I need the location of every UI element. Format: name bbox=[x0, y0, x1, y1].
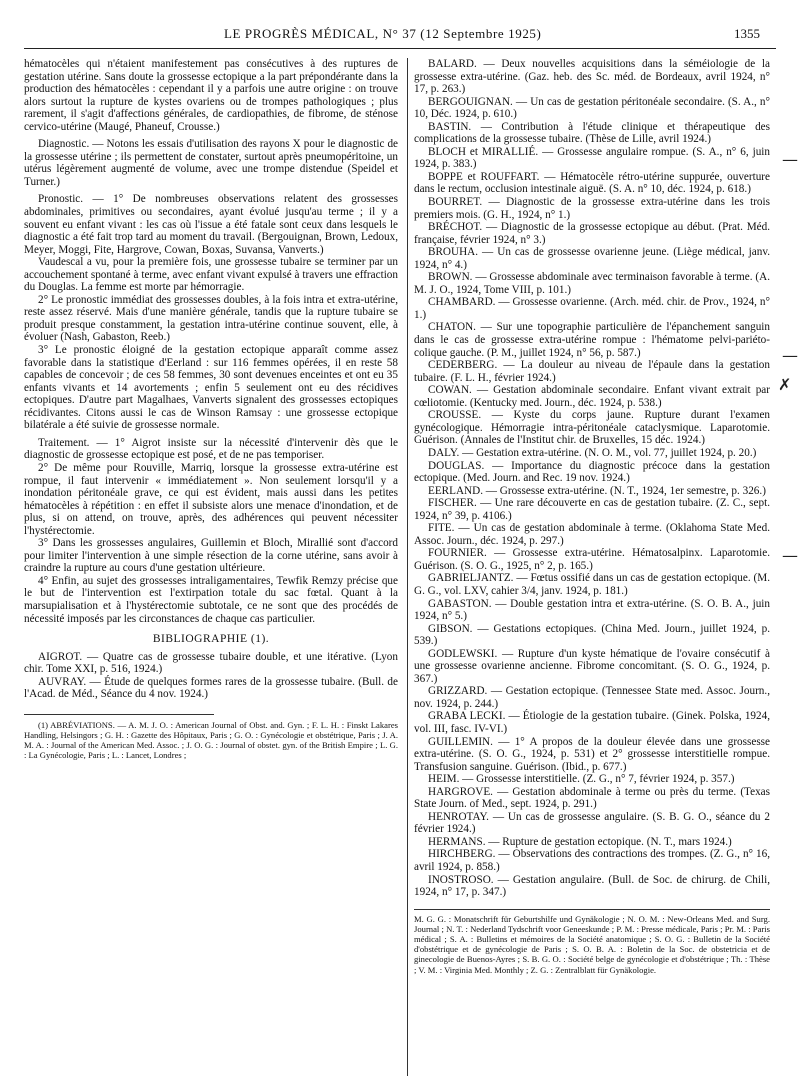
paragraph-traitement-1: Traitement. — 1° Aigrot insiste sur la nécessité d'intervenir dès que le diagnostic de grossesse ectopique est posé, et de ne pas temporiser. bbox=[24, 436, 398, 462]
bibliography-entry: DOUGLAS. — Importance du diagnostic précoce dans la gestation ectopique. (Med. Journ. and Rec. 19 nov. 1924.) bbox=[414, 459, 770, 485]
footnote-abbreviations: (1) ABRÉVIATIONS. — A. M. J. O. : American Journal of Obst. and. Gyn. ; F. L. H. : Finskt Lakares Handling, Helsingors ; G. H. : Gazette des Hôpitaux, Paris ; G. O. : Gynécologie et obstétrique, Paris ; J. A. M. A. : Journal of the American Med. Assoc. ; J. O. G. : Journal of obstet. gyn. of the British Empire ; L. G. : La Gynécologie, Paris ; L. : Lancet, Londres ; bbox=[24, 719, 398, 761]
footnote-rule bbox=[24, 714, 214, 715]
paragraph-diagnostic: Diagnostic. — Notons les essais d'utilisation des rayons X pour le diagnostic de la grossesse utérine ; ils permettent de constater, surtout après pneumopéritoine, un utérus légèrement augmenté de volume, avec une trompe distendue (Speidel et Turner.) bbox=[24, 138, 398, 188]
bibliography-entry: BASTIN. — Contribution à l'étude clinique et thérapeutique des complications de la grossesse tubaire. (Thèse de Lille, avril 1924.) bbox=[414, 120, 770, 146]
paragraph-pronostic-1: Pronostic. — 1° De nombreuses observations relatent des grossesses abdominales, primitives ou secondaires, ayant évolué jusqu'au terme ; il y a souvent eu enfant vivant : les cas où l'issue a été fatale sont ceux dans lesquels le diagnostic a été fait trop tard au moment du travail. (Bergouignan, Brown, Ledoux, Meyer, Moggi, Fite, Hargrove, Cowan, Boxas, Suvansa, Vanverts.) bbox=[24, 193, 398, 256]
bibliography-entry: EERLAND. — Grossesse extra-utérine. (N. T., 1924, 1er semestre, p. 326.) bbox=[428, 484, 766, 497]
bibliography-entry: INOSTROSO. — Gestation angulaire. (Bull. de Soc. de chirurg. de Chili, 1924, n° 17, p. 347.) bbox=[414, 873, 770, 899]
right-column bbox=[414, 58, 770, 975]
bibliography-entry: GRIZZARD. — Gestation ectopique. (Tennessee State med. Assoc. Journ., nov. 1924, p. 244.) bbox=[414, 685, 770, 710]
left-column bbox=[24, 58, 398, 761]
page-header bbox=[24, 26, 776, 46]
bibliography-entry: COWAN. — Gestation abdominale secondaire. Enfant vivant extrait par cœliotomie. (Kentucky med. Journ., déc. 1924, p. 538.) bbox=[414, 384, 770, 409]
margin-cross-mark: ✗ bbox=[778, 375, 792, 394]
bibliography-entry: HENROTAY. — Un cas de grossesse angulaire. (S. B. G. O., séance du 2 février 1924.) bbox=[414, 810, 770, 836]
bibliography-entry: CHAMBARD. — Grossesse ovarienne. (Arch. méd. chir. de Prov., 1924, n° 1.) bbox=[414, 296, 770, 321]
bibliography-entry: FISCHER. — Une rare découverte en cas de gestation tubaire. (Z. C., sept. 1924, n° 39, p. 4106.) bbox=[414, 497, 770, 522]
bibliography-entry: DALY. — Gestation extra-utérine. (N. O. M., vol. 77, juillet 1924, p. 20.) bbox=[428, 446, 757, 459]
bibliography-entry: BROUHA. — Un cas de grossesse ovarienne jeune. (Liège médical, janv. 1924, n° 4.) bbox=[414, 246, 770, 271]
bibliography-entry: CROUSSE. — Kyste du corps jaune. Rupture durant l'examen gynécologique. Hémorragie intra-péritonéale cataclysmique. Laparotomie. Guérison. (Annales de l'Institut chir. de Bruxelles, 15 déc. 1924.) bbox=[414, 409, 770, 447]
header-rule bbox=[24, 48, 776, 49]
bibliography-entry: GRABA LECKI. — Étiologie de la gestation tubaire. (Ginek. Polska, 1924, vol. III, fasc. IV-VI.) bbox=[414, 710, 770, 735]
paragraph-hematoceles: hématocèles qui n'étaient manifestement pas consécutives à des ruptures de gestation utérine. Sans doute la grossesse ectopique a la part prépondérante dans la production des hématocèles : cependant il y a parfois une autre origine : on trouve alors surtout la rupture de kystes ovariens ou de trompes pathologiques ; plus rarement, il s'agit d'affections générales, de cardiopathies, de fibrome, de sténose cervico-utérine (Maugé, Phaneuf, Crousse.) bbox=[24, 58, 398, 133]
margin-dash-mark: — bbox=[782, 346, 798, 365]
bibliography-entry: HIRCHBERG. — Observations des contractions des trompes. (Z. G., n° 16, avril 1924, p. 858.) bbox=[414, 848, 770, 873]
paragraph-pronostic-2: 2° Le pronostic immédiat des grossesses doubles, à la fois intra et extra-utérine, reste assez réservé. Mais d'une manière générale, tandis que la rupture tubaire se produit presque constamment, la gestation intra-utérine continue souvent, elle, à évoluer (Nash, Gabaston, Reeb.) bbox=[24, 293, 398, 344]
paragraph-pronostic-3: 3° Le pronostic éloigné de la gestation ectopique apparaît comme assez favorable dans la statistique d'Eerland : sur 116 femmes opérées, il en reste 58 capables de concevoir ; de ces 58 femmes, 30 sont devenues enceintes et ont eu 35 enfants vivants et 14 avortements ; enfin 5 seulement ont eu des récidives ectopiques. D'autre part Magalhaes, Vanverts signalent des grossesses ectopiques récidivantes. Citons aussi le cas de Winson Ramsay : une grossesse ectopique bilatérale a été suivie de grossesse normale. bbox=[24, 344, 398, 432]
bibliography-entry: BALARD. — Deux nouvelles acquisitions dans la séméiologie de la grossesse extra-utérine. (Gaz. heb. des Sc. méd. de Bordeaux, avril 1924, n° 17, p. 263.) bbox=[414, 58, 770, 96]
bibliography-entry: GIBSON. — Gestations ectopiques. (China Med. Journ., juillet 1924, p. 539.) bbox=[414, 622, 770, 648]
bibliography-entry: BRÉCHOT. — Diagnostic de la grossesse ectopique au début. (Prat. Méd. française, février 1924, n° 3.) bbox=[414, 221, 770, 246]
margin-dash-mark: — bbox=[782, 546, 798, 565]
bibliography-entry: HERMANS. — Rupture de gestation ectopique. (N. T., mars 1924.) bbox=[428, 835, 732, 848]
bibliography-entry: BLOCH et MIRALLIÉ. — Grossesse angulaire rompue. (S. A., n° 6, juin 1924, p. 383.) bbox=[414, 145, 770, 171]
paragraph-vaudescal: Vaudescal a vu, pour la première fois, une grossesse tubaire se terminer par un accouchement spontané à terme, avec enfant vivant expulsé à travers une effraction du Douglas. La femme est morte par hémorragie. bbox=[24, 256, 398, 294]
bibliography-title: BIBLIOGRAPHIE (1). bbox=[152, 633, 270, 646]
paragraph-traitement-3: 3° Dans les grossesses angulaires, Guillemin et Bloch, Mirallié sont d'accord pour limiter l'intervention à une simple résection de la corne utérine, sans avoir à craindre la rupture au cours d'une gestation ultérieure. bbox=[24, 537, 398, 575]
bibliography-entry: BERGOUIGNAN. — Un cas de gestation péritonéale secondaire. (S. A., n° 10, Déc. 1924, p. 610.) bbox=[414, 95, 770, 121]
bibliography-entry: CEDERBERG. — La douleur au niveau de l'épaule dans la gestation tubaire. (F. L. H., février 1924.) bbox=[414, 359, 770, 384]
page-number: 1355 bbox=[734, 26, 760, 41]
bibliography-entry: BOURRET. — Diagnostic de la grossesse extra-utérine dans les trois premiers mois. (G. H., 1924, n° 1.) bbox=[414, 196, 770, 221]
bibliography-entry: AUVRAY. — Étude de quelques formes rares de la grossesse tubaire. (Bull. de l'Acad. de Méd., Séance du 4 nov. 1924.) bbox=[24, 675, 398, 701]
journal-title: LE PROGRÈS MÉDICAL, N° 37 (12 Septembre 1925) bbox=[224, 26, 542, 41]
abbreviations-continued: M. G. G. : Monatschrift für Geburtshilfe und Gynäkologie ; N. O. M. : New-Orleans Med. and Surg. Journal ; N. T. : Nederland Tydschrift voor Geneeskunde ; P. M. : Presse médicale, Paris ; Pr. M. : Paris médical ; S. A. : Bulletins et mémoires de la Société anatomique ; S. O. G. : Bulletin de la Société d'obstétrique et de gynécologie de Paris ; S. O. B. A. : Boletin de la Soc. de obstetricia et de ginecologie de Buenos-Ayres ; S. B. G. O. : Société belge de gynécologie et d'obstétrique ; Th. : Thèse ; V. M. : Virginia Med. Monthly ; Z. G. : Zentralblatt für Gynäkologie. bbox=[414, 909, 770, 975]
bibliography-entry: CHATON. — Sur une topographie particulière de l'épanchement sanguin dans le cas de grossesse extra-utérine rompue : l'hématome pelvi-pariéto-colique gauche. (P. M., juillet 1924, n° 56, p. 587.) bbox=[414, 321, 770, 359]
bibliography-entry: BROWN. — Grossesse abdominale avec terminaison favorable à terme. (A. M. J. O., 1924, Tome VIII, p. 101.) bbox=[414, 271, 770, 296]
bibliography-entry: FITE. — Un cas de gestation abdominale à terme. (Oklahoma State Med. Assoc. Journ., déc. 1924, p. 297.) bbox=[414, 522, 770, 547]
bibliography-entry: HEIM. — Grossesse interstitielle. (Z. G., n° 7, février 1924, p. 357.) bbox=[428, 773, 735, 786]
column-divider bbox=[407, 58, 408, 1076]
paragraph-traitement-2: 2° De même pour Rouville, Marriq, lorsque la grossesse extra-utérine est rompue, il faut intervenir « immédiatement ». Non seulement lorsqu'il y a inondation péritonéale grave, ce qui est évident, mais aussi dans les petites hématocèles à répétition : en effet il subsiste alors une menace d'inondation, et de plus, si on attend, on trouve, après, des adhérences qui peuvent nécessiter l'hystérectomie. bbox=[24, 461, 398, 537]
margin-dash-mark: — bbox=[782, 150, 798, 169]
bibliography-entry: BOPPE et ROUFFART. — Hématocèle rétro-utérine suppurée, ouverture dans le rectum, occlusion intestinale aiguë. (S. A. n° 10, déc. 1924, p. 618.) bbox=[414, 170, 770, 196]
bibliography-entry: AIGROT. — Quatre cas de grossesse tubaire double, et une itérative. (Lyon chir. Tome XXI, p. 516, 1924.) bbox=[24, 650, 398, 676]
bibliography-entry: GABASTON. — Double gestation intra et extra-utérine. (S. O. B. A., juin 1924, n° 5.) bbox=[414, 597, 770, 623]
bibliography-entry: HARGROVE. — Gestation abdominale à terme ou près du terme. (Texas State Journ. of Med., sept. 1924, p. 291.) bbox=[414, 785, 770, 811]
bibliography-entry: GUILLEMIN. — 1° A propos de la douleur élevée dans une grossesse extra-utérine. (S. O. G., 1924, p. 531) et 2° grossesse interstitielle rompue. Transfusion sanguine. Guérison. (Ibid., p. 677.) bbox=[414, 735, 770, 773]
paragraph-traitement-4: 4° Enfin, au sujet des grossesses intraligamentaires, Tewfik Remzy précise que le but de l'intervention est l'extirpation totale du sac fœtal. Quant à la marsupialisation et à l'hystérectomie subtotale, ce ne sont que des procédés de nécessité imposés par les circonstances de chaque cas particulier. bbox=[24, 574, 398, 625]
bibliography-entry: FOURNIER. — Grossesse extra-utérine. Hématosalpinx. Laparotomie. Guérison. (S. O. G., 1925, n° 2, p. 165.) bbox=[414, 547, 770, 572]
bibliography-entry: GODLEWSKI. — Rupture d'un kyste hématique de l'ovaire consécutif à une grossesse ovarienne ancienne. Fibrome concomitant. (S. O. G., 1924, p. 367.) bbox=[414, 647, 770, 685]
bibliography-entry: GABRIELJANTZ. — Fœtus ossifié dans un cas de gestation ectopique. (M. G. G., vol. LXV, cahier 3/4, janv. 1924, p. 181.) bbox=[414, 572, 770, 597]
